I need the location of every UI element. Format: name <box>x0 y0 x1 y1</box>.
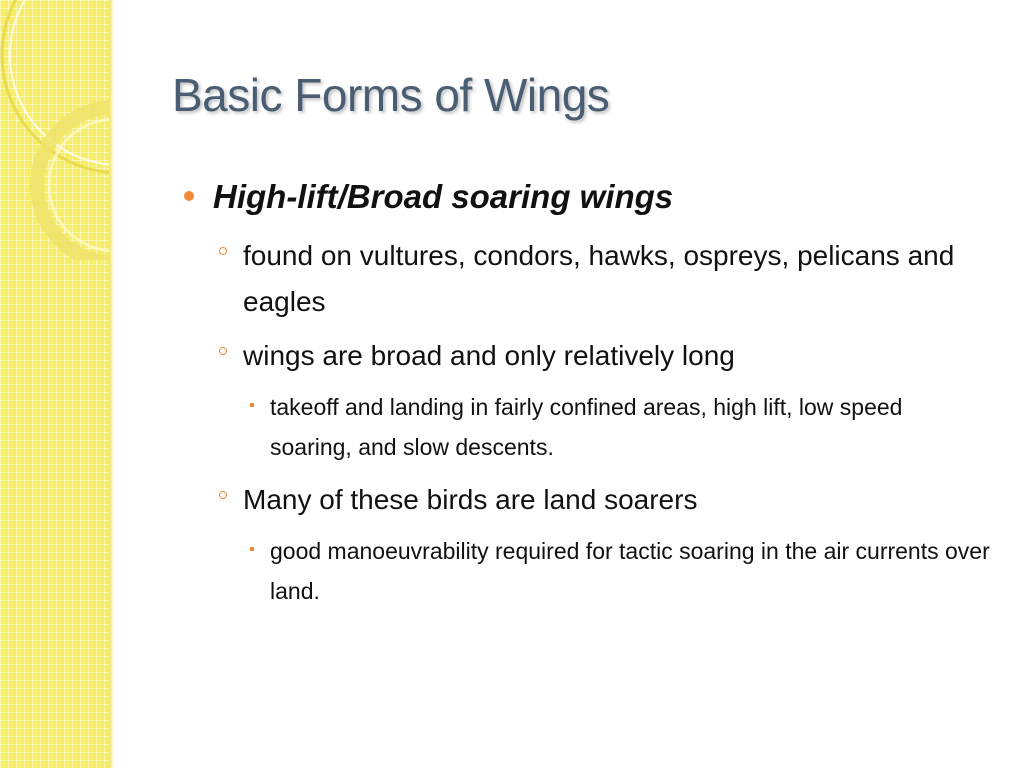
bullet-text: High-lift/Broad soaring wings <box>213 178 674 215</box>
bullet-level2 <box>180 477 990 523</box>
bullet-text: good manoeuvrability required for tactic soaring in the air currents over land. <box>270 538 990 604</box>
decorative-circles-icon <box>0 0 113 260</box>
bullet-level2 <box>180 333 990 379</box>
bullet-level1 <box>180 175 990 219</box>
bullet-text: found on vultures, condors, hawks, ospreys, pelicans and eagles <box>243 240 955 317</box>
band-edge <box>109 0 114 768</box>
bullet-ring-icon <box>219 491 227 499</box>
bullet-level3 <box>180 531 990 611</box>
bullet-level2 <box>180 233 990 325</box>
decorative-grid-band <box>0 0 113 768</box>
bullet-dot-icon <box>184 191 194 201</box>
bullet-square-icon <box>250 547 254 551</box>
slide-title: Basic Forms of Wings <box>172 69 610 121</box>
bullet-level3 <box>180 387 990 467</box>
bullet-list <box>180 175 990 621</box>
bullet-text: wings are broad and only relatively long <box>243 340 735 371</box>
bullet-text: takeoff and landing in fairly confined areas, high lift, low speed soaring, and slow descents. <box>270 394 903 460</box>
bullet-ring-icon <box>219 347 227 355</box>
bullet-square-icon <box>250 403 254 407</box>
bullet-ring-icon <box>219 247 227 255</box>
bullet-text: Many of these birds are land soarers <box>243 484 698 515</box>
